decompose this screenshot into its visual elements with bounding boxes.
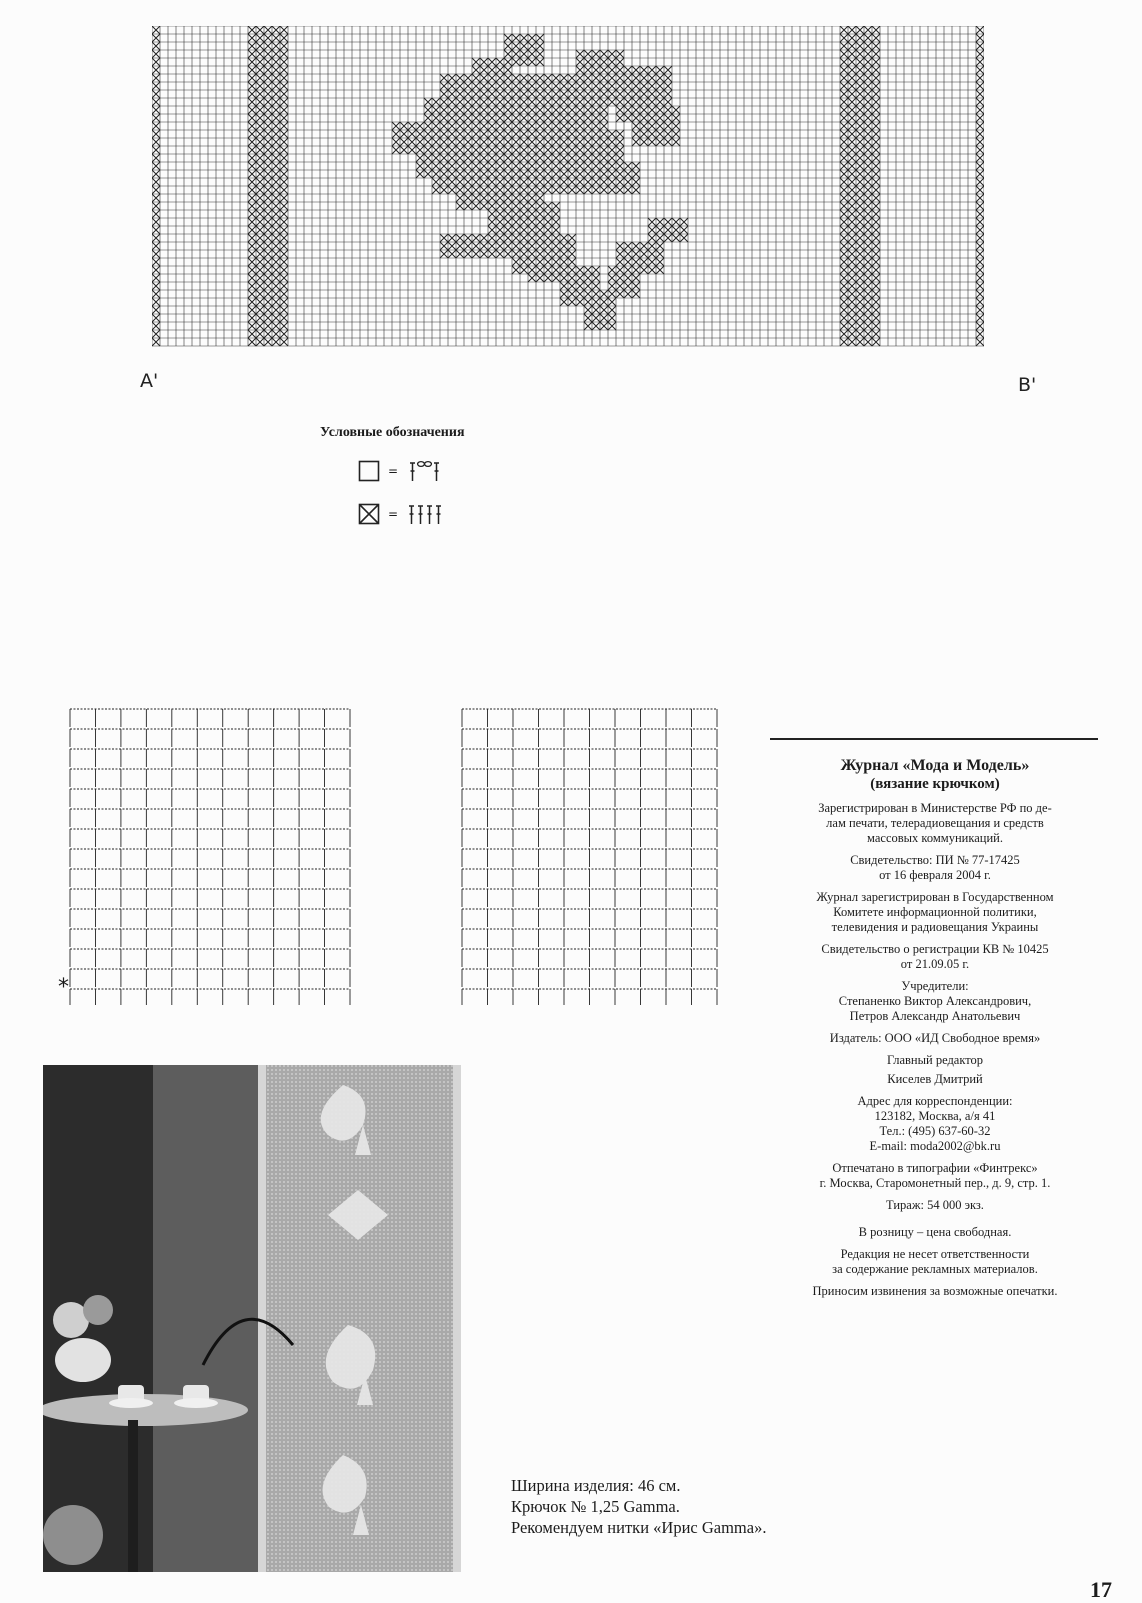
imprint-block: Адрес для корреспонденции: 123182, Москва, а/я 41 Тел.: (495) 637-60-32 E-mail: moda2002@bk.ru	[857, 1094, 1013, 1153]
legend-row-open	[358, 459, 446, 483]
double-crochet-symbol-icon	[406, 502, 446, 526]
imprint-block: Киселев Дмитрий	[887, 1072, 983, 1086]
imprint-block: Учредители: Степаненко Виктор Александрович, Петров Александр Анатольевич	[838, 979, 1032, 1023]
stitch-diagram-left	[60, 705, 360, 1005]
spec-width: Ширина изделия: 46 см.	[511, 1476, 681, 1495]
legend-equals: =	[388, 464, 399, 478]
chart-label-b: B'	[1018, 374, 1037, 396]
spec-yarn: Рекомендуем нитки «Ирис Gamma».	[511, 1518, 767, 1537]
imprint-block: Свидетельство о регистрации КВ № 10425 от 21.09.05 г.	[821, 942, 1049, 971]
legend-title: Условные обозначения	[320, 425, 465, 440]
imprint	[770, 756, 1100, 1306]
imprint-block: Зарегистрирован в Министерстве РФ по де- лам печати, телерадиовещания и средств массовых коммуникаций.	[818, 801, 1052, 845]
stitch-diagram-right	[452, 705, 727, 1005]
imprint-block: Свидетельство: ПИ № 77-17425 от 16 февраля 2004 г.	[850, 853, 1020, 882]
imprint-title: Журнал «Мода и Модель»	[840, 757, 1030, 774]
legend-equals: =	[388, 507, 399, 521]
product-photo	[43, 1065, 461, 1572]
imprint-block: Редакция не несет ответственности за содержание рекламных материалов.	[832, 1247, 1038, 1276]
imprint-subtitle: (вязание крючком)	[870, 776, 1000, 792]
imprint-block: Отпечатано в типографии «Финтрекс» г. Москва, Старомонетный пер., д. 9, стр. 1.	[819, 1161, 1051, 1190]
imprint-block: В розницу – цена свободная.	[858, 1225, 1012, 1239]
imprint-block: Главный редактор	[886, 1053, 984, 1067]
imprint-block: Издатель: ООО «ИД Свободное время»	[829, 1031, 1041, 1045]
imprint-block: Журнал зарегистрирован в Государственном Комитете информационной политики, телевидения и радиовещания Украины	[816, 890, 1054, 934]
product-specs	[511, 1475, 766, 1538]
start-marker: *	[58, 975, 69, 1000]
chain-stitch-symbol-icon	[406, 459, 446, 483]
chart-label-a: A'	[140, 370, 159, 392]
open-square-icon	[358, 460, 380, 482]
imprint-blocks	[770, 801, 1100, 1299]
filet-chart	[152, 26, 984, 352]
legend-row-filled	[358, 502, 446, 526]
spec-hook: Крючок № 1,25 Gamma.	[511, 1497, 680, 1516]
page-number: 17	[1090, 1577, 1112, 1602]
crossed-square-icon	[358, 503, 380, 525]
imprint-rule	[770, 738, 1098, 740]
imprint-block: Приносим извинения за возможные опечатки.	[812, 1284, 1058, 1298]
curtain-photo-illustration	[43, 1065, 461, 1572]
imprint-block: Тираж: 54 000 экз.	[886, 1198, 984, 1212]
